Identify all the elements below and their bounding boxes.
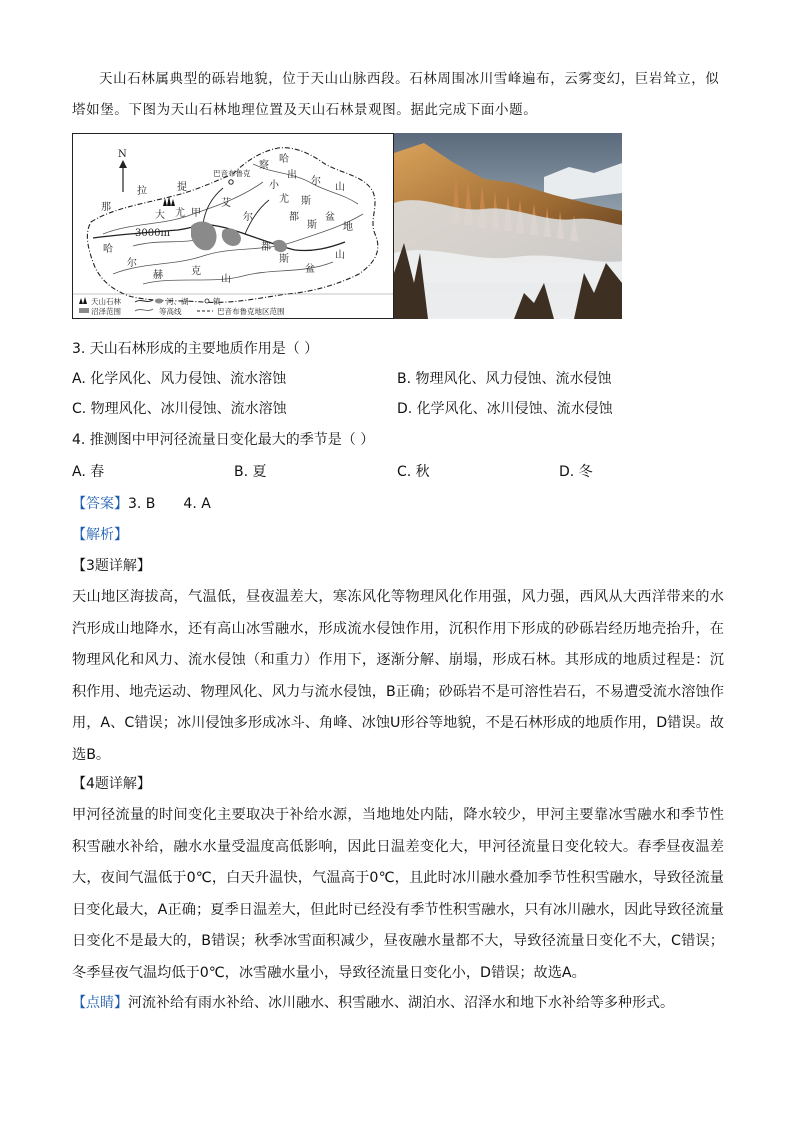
lake [273, 240, 287, 252]
legend-river-icon [135, 300, 153, 302]
map-label: 尔 [243, 212, 253, 223]
stone-forest-photo [394, 133, 622, 319]
legend-label: 河、湖 [166, 297, 189, 306]
answer-tag: 【答案】 [72, 496, 128, 512]
map-label: 那 [101, 202, 111, 213]
map-label: 斯 [279, 254, 289, 265]
answer-4: 4. A [183, 496, 211, 512]
map-label: 尔 [311, 176, 321, 187]
tip-tag: 【点睛】 [72, 995, 128, 1011]
map-label: 尤 [279, 194, 289, 205]
map-label: 哈 [279, 154, 289, 165]
legend-label: 镇 [213, 297, 221, 306]
q4-stem: 4. 推测图中甲河径流量日变化最大的季节是（ ） [72, 432, 375, 448]
figure [72, 133, 622, 319]
stone-forest-icon [163, 196, 175, 206]
map-label: 地 [343, 222, 353, 233]
map-label-jia: 甲 [191, 208, 201, 219]
answer-line [72, 494, 211, 514]
detail-4-text: 甲河径流量的时间变化主要取决于补给水源，当地地处内陆，降水较少，甲河主要靠冰雪融水和季节性积雪融水补给，融水水量受温度高低影响，因此日温差变化大，甲河径流量日变化较大。春季昼夜温差大，夜间气温低于0℃，白天升温快，气温高于0℃，且此时冰川融水叠加季节性积雪融水，导致径流量日变化最大，A正确；夏季日温差大，但此时已经没有季节性积雪融水，只有冰川融水，因此导致径流量日变化不是最大的，B错误；秋季冰雪面积减少，昼夜融水量都不大，导致径流量日变化不大，C错误；冬季昼夜气温均低于0℃，冰雪融水量小，导致径流量日变化小，D错误；故选A。 [72, 807, 724, 981]
legend-label: 沼泽范围 [91, 307, 121, 316]
legend-lake-icon [155, 299, 163, 304]
map-label: 哈 [103, 244, 113, 255]
map-label: 盆 [325, 212, 335, 223]
map-label: 出 [287, 170, 297, 181]
map-label: 山 [335, 250, 345, 261]
q4-option-d[interactable]: D. 冬 [559, 464, 593, 480]
legend-label: 天山石林 [91, 297, 121, 306]
q3-option-d[interactable]: D. 化学风化、冰川侵蚀、流水侵蚀 [397, 401, 613, 417]
town-label: 巴音布鲁克 [213, 169, 251, 178]
town-icon [229, 180, 233, 184]
legend-stone-forest-icon [79, 297, 87, 304]
q4-option-a[interactable]: A. 春 [72, 464, 105, 480]
map-label: 艾 [221, 198, 231, 209]
map-label: 斯 [307, 220, 317, 231]
tip-text: 河流补给有雨水补给、冰川融水、积雪融水、湖泊水、沼泽水和地下水补给等多种形式。 [128, 995, 674, 1011]
map-label: 3000m [135, 228, 170, 239]
q4-option-b[interactable]: B. 夏 [234, 464, 267, 480]
q3-stem: 3. 天山石林形成的主要地质作用是（ ） [72, 341, 319, 357]
map-label: 山 [335, 182, 345, 193]
map-label: 尔 [127, 258, 137, 269]
map-label: 都 [289, 212, 299, 223]
map-label: 斯 [301, 196, 311, 207]
q3-option-b[interactable]: B. 物理风化、风力侵蚀、流水侵蚀 [397, 371, 612, 387]
north-arrowhead-icon [119, 160, 127, 168]
analysis-tag: 【解析】 [72, 527, 128, 543]
map-label: 都 [261, 242, 271, 253]
location-map [72, 133, 394, 319]
q3-option-a[interactable]: A. 化学风化、风力侵蚀、流水溶蚀 [72, 371, 287, 387]
map-label: 赫 [153, 270, 163, 281]
detail-3-tag: 【3题详解】 [72, 558, 151, 574]
tributary [203, 188, 223, 224]
map-label: 察 [259, 160, 269, 171]
legend-label: 等高线 [159, 307, 182, 316]
detail-3-text: 天山地区海拔高，气温低，昼夜温差大，寒冻风化等物理风化作用强，风力强，西风从大西洋带来的水汽形成山地降水，还有高山冰雪融水，形成流水侵蚀作用，沉积作用下形成的砂砾岩经历地壳抬升，在物理风化和风力、流水侵蚀（和重力）作用下，逐渐分解、崩塌，形成石林。其形成的地质过程是：沉积作用、地壳运动、物理风化、风力与流水侵蚀，B正确；砂砾岩不是可溶性岩石，不易遭受流水溶蚀作用，A、C错误；冰川侵蚀多形成冰斗、角峰、冰蚀U形谷等地貌，不是石林形成的地质作用，D错误。故选B。 [72, 589, 724, 763]
map-label: 小 [269, 180, 279, 191]
map-label: 大 [155, 210, 165, 221]
q3-option-c[interactable]: C. 物理风化、冰川侵蚀、流水溶蚀 [72, 401, 287, 417]
intro-paragraph: 天山石林属典型的砾岩地貌，位于天山山脉西段。石林周围冰川雪峰遍布，云雾变幻，巨岩耸立，似塔如堡。下图为天山石林地理位置及天山石林景观图。据此完成下面小题。 [72, 71, 720, 118]
map-label: 克 [191, 266, 201, 277]
legend-marsh-icon [79, 308, 89, 313]
tip-line [72, 993, 674, 1013]
q4-option-c[interactable]: C. 秋 [397, 464, 430, 480]
map-svg [73, 134, 393, 318]
legend-contour-icon [135, 309, 153, 311]
photo-svg [394, 133, 622, 319]
detail-4-tag: 【4题详解】 [72, 776, 151, 792]
answer-3: 3. B [128, 496, 156, 512]
map-label: 山 [221, 274, 231, 285]
map-label: 尤 [175, 208, 185, 219]
north-label: N [118, 149, 127, 160]
legend-label: 巴音布鲁克地区范围 [217, 307, 285, 316]
legend-town-icon [205, 299, 209, 303]
map-label: 提 [177, 182, 187, 193]
map-label: 盆 [305, 264, 315, 275]
map-label: 拉 [137, 186, 147, 197]
lake [191, 222, 216, 251]
